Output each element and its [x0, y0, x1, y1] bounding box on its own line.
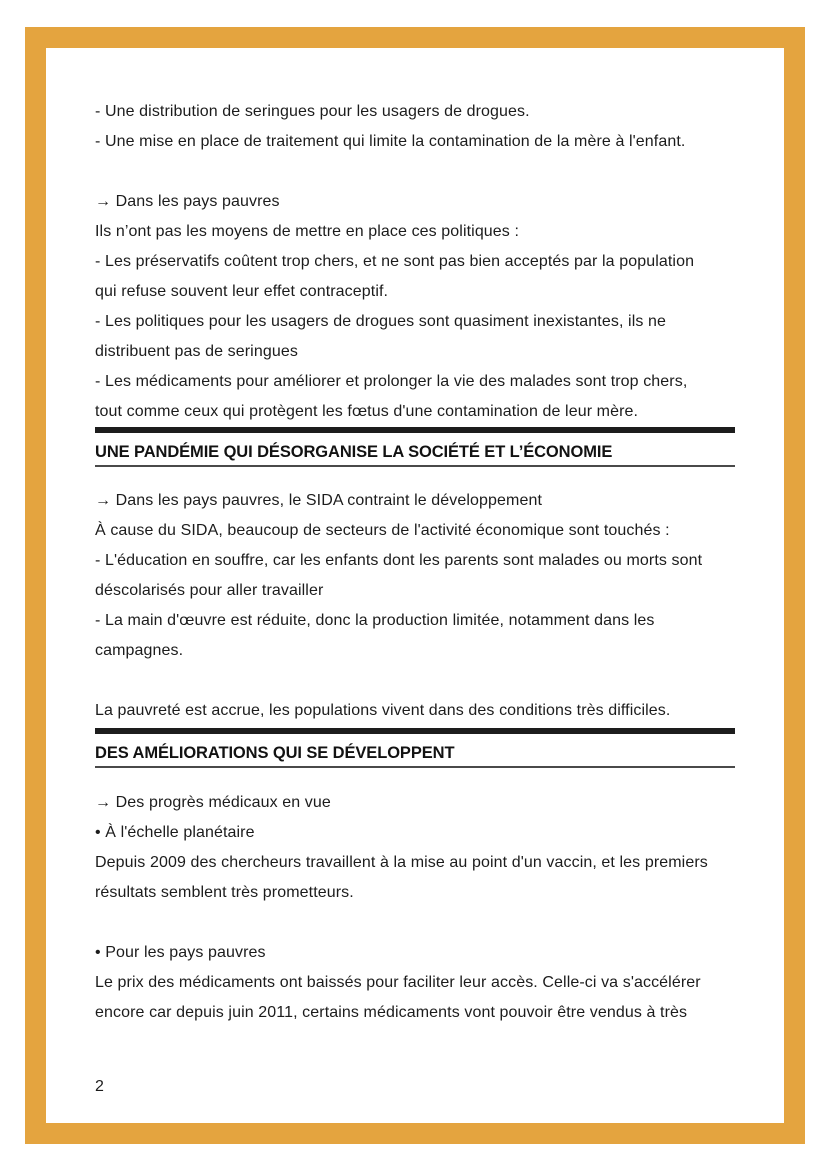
- text-line: distribuent pas de seringues: [95, 343, 298, 360]
- page-number: 2: [95, 1078, 104, 1095]
- paragraph: [95, 938, 735, 1028]
- text-line: - Les médicaments pour améliorer et prolonger la vie des malades sont trop chers,: [95, 373, 688, 390]
- text-line: - Les politiques pour les usagers de drogues sont quasiment inexistantes, ils ne: [95, 313, 666, 330]
- text-line: - L'éducation en souffre, car les enfants dont les parents sont malades ou morts sont: [95, 552, 703, 569]
- text-line: À cause du SIDA, beaucoup de secteurs de l'activité économique sont touchés :: [95, 522, 670, 539]
- text-line: Depuis 2009 des chercheurs travaillent à la mise au point d'un vaccin, et les premiers: [95, 854, 708, 871]
- text-line: campagnes.: [95, 642, 184, 659]
- paragraph: [95, 187, 735, 427]
- heading-bottom-rule: [95, 465, 735, 467]
- text-line: Ils n’ont pas les moyens de mettre en place ces politiques :: [95, 223, 519, 240]
- text-line: → Dans les pays pauvres, le SIDA contraint le développement: [95, 492, 543, 509]
- heading-bottom-rule: [95, 766, 735, 768]
- text-line: → Dans les pays pauvres: [95, 193, 280, 210]
- text-line: • À l'échelle planétaire: [95, 824, 255, 841]
- text-line: - Les préservatifs coûtent trop chers, et ne sont pas bien acceptés par la population: [95, 253, 695, 270]
- text-line: résultats semblent très prometteurs.: [95, 884, 354, 901]
- text-line: - Une distribution de seringues pour les usagers de drogues.: [95, 103, 530, 120]
- section-heading: [95, 728, 735, 768]
- paragraph: [95, 696, 735, 726]
- text-line: Le prix des médicaments ont baissés pour faciliter leur accès. Celle-ci va s'accélérer: [95, 974, 701, 991]
- paragraph: [95, 486, 735, 666]
- paragraph: [95, 788, 735, 908]
- text-line: → Des progrès médicaux en vue: [95, 794, 331, 811]
- section-heading-title: DES AMÉLIORATIONS QUI SE DÉVELOPPENT: [95, 744, 455, 762]
- text-line: tout comme ceux qui protègent les fœtus d'une contamination de leur mère.: [95, 403, 639, 420]
- paragraph: [95, 97, 735, 157]
- page-body: [95, 97, 735, 1102]
- text-line: encore car depuis juin 2011, certains médicaments vont pouvoir être vendus à très: [95, 1004, 688, 1021]
- section-heading: [95, 427, 735, 467]
- text-line: La pauvreté est accrue, les populations vivent dans des conditions très difficiles.: [95, 702, 671, 719]
- text-line: - Une mise en place de traitement qui limite la contamination de la mère à l'enfant.: [95, 133, 686, 150]
- text-line: qui refuse souvent leur effet contraceptif.: [95, 283, 389, 300]
- text-line: - La main d'œuvre est réduite, donc la production limitée, notamment dans les: [95, 612, 655, 629]
- text-line: • Pour les pays pauvres: [95, 944, 266, 961]
- text-line: déscolarisés pour aller travailler: [95, 582, 324, 599]
- section-heading-title: UNE PANDÉMIE QUI DÉSORGANISE LA SOCIÉTÉ ET L’ÉCONOMIE: [95, 443, 613, 461]
